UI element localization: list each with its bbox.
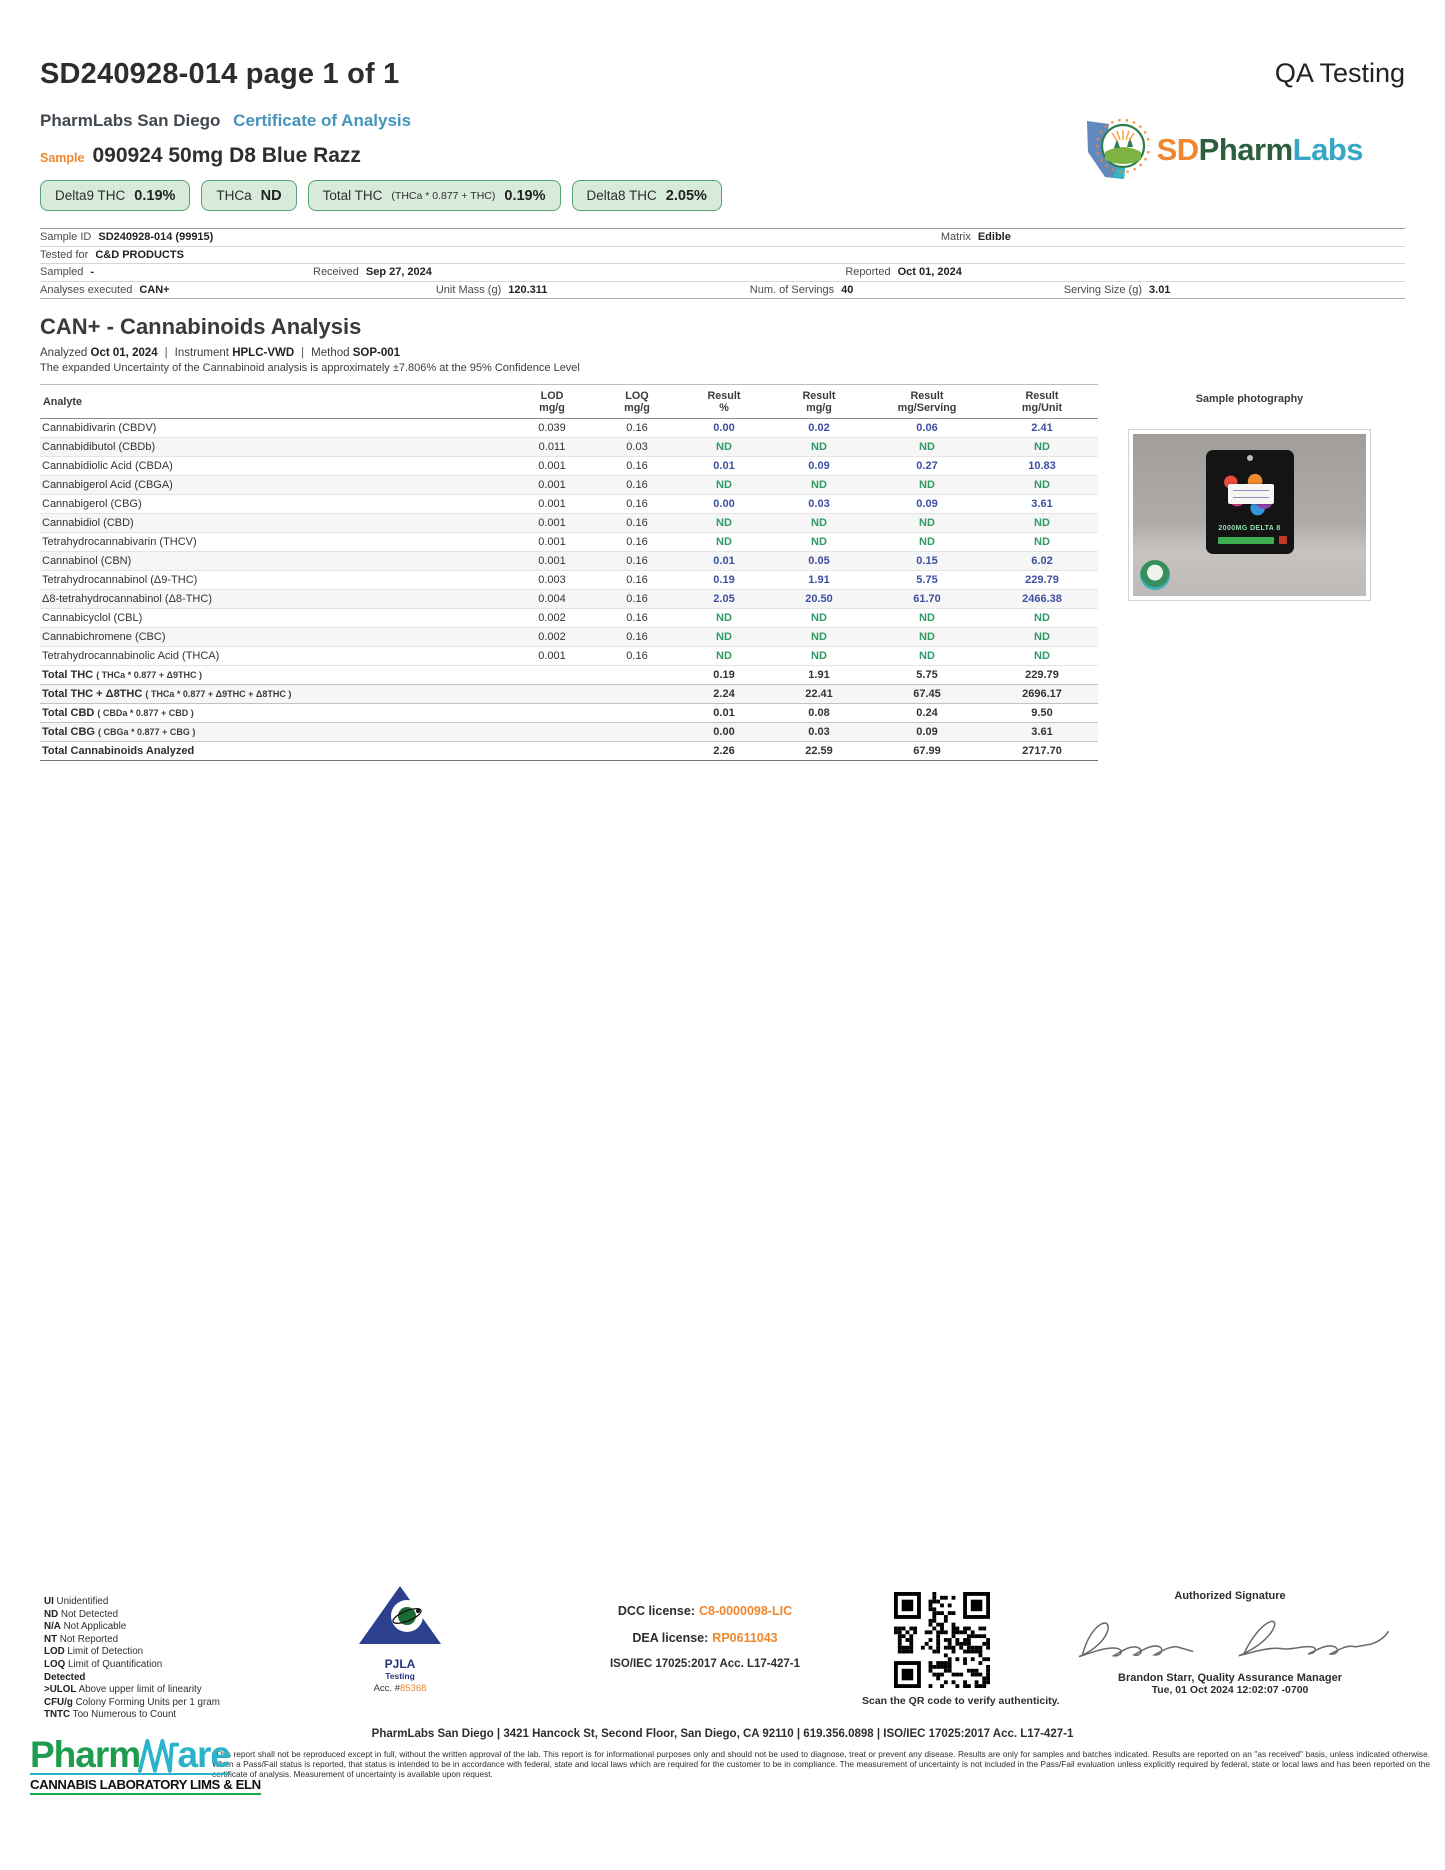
result-percent: ND	[716, 631, 732, 643]
reported-value: Oct 01, 2024	[897, 266, 962, 278]
total-mg-serving: 67.99	[913, 745, 941, 757]
result-mg-g: 0.09	[808, 460, 830, 472]
result-mg-g: 0.03	[808, 498, 830, 510]
analyses-value: CAN+	[139, 283, 170, 296]
analyte-row	[40, 552, 1098, 571]
signature-image	[1070, 1606, 1390, 1670]
result-mg-unit: 3.61	[1031, 498, 1053, 510]
bag-band	[1218, 537, 1274, 544]
result-percent: 0.00	[713, 422, 735, 434]
pharmware-pharm: Pharm	[30, 1734, 141, 1775]
sample-photo-image	[1133, 434, 1366, 596]
lab-name: PharmLabs San Diego	[40, 111, 221, 130]
bag-text: 2000MG DELTA 8	[1218, 525, 1281, 533]
legend	[44, 1596, 220, 1722]
pharmware-tagline: CANNABIS LABORATORY LIMS & ELN	[30, 1777, 261, 1795]
title-bar	[0, 0, 1445, 91]
lod-value: 0.001	[538, 460, 566, 472]
analyte-name: Tetrahydrocannabivarin (THCV)	[42, 536, 197, 548]
brand-sd: SD	[1156, 132, 1199, 167]
total-percent: 2.26	[713, 745, 735, 757]
loq-value: 0.16	[626, 517, 648, 529]
result-mg-g: ND	[811, 536, 827, 548]
legend-item: LOD Limit of Detection	[44, 1646, 144, 1658]
result-mg-serving: 0.27	[916, 460, 938, 472]
pjla-logo-icon	[355, 1584, 445, 1650]
total-row	[40, 742, 1098, 761]
total-label: Total CBG ( CBGa * 0.877 + CBG )	[42, 726, 196, 738]
pjla-accreditation	[340, 1584, 460, 1694]
legend-item: Detected	[44, 1671, 86, 1683]
sampled-label: Sampled	[40, 266, 84, 278]
result-mg-g: 1.91	[808, 574, 830, 586]
photo-column-header: Sample photography	[1195, 393, 1304, 405]
meta-item: Method SOP-001	[311, 347, 401, 359]
analyte-row	[40, 495, 1098, 514]
lod-value: 0.002	[538, 612, 566, 624]
analyte-row	[40, 514, 1098, 533]
unit-mass-label: Unit Mass (g)	[435, 283, 502, 296]
lod-value: 0.001	[538, 479, 566, 491]
servings-label: Num. of Servings	[749, 283, 835, 296]
analyte-rows	[40, 419, 1098, 761]
result-mg-serving: 0.15	[916, 555, 938, 567]
analyses-label: Analyses executed	[40, 283, 133, 296]
sample-photo	[1128, 429, 1371, 601]
badge-total-thc	[308, 180, 561, 211]
total-mg-serving: 0.09	[916, 726, 938, 738]
sample-id-value: SD240928-014 (99915)	[98, 231, 214, 243]
result-percent: 0.19	[713, 574, 735, 586]
result-mg-g: 0.05	[808, 555, 830, 567]
analyte-name: Cannabigerol Acid (CBGA)	[42, 479, 173, 491]
badge-value: 0.19%	[134, 187, 176, 204]
lod-value: 0.001	[538, 650, 566, 662]
loq-value: 0.16	[626, 593, 648, 605]
total-mg-unit: 9.50	[1031, 707, 1053, 719]
loq-value: 0.16	[626, 479, 648, 491]
col-lod: LOD mg/g	[539, 390, 565, 414]
total-mg-serving: 67.45	[913, 688, 941, 700]
pharmware-ware: are	[177, 1734, 230, 1775]
cannabinoid-table-area	[40, 384, 1405, 764]
analyte-row	[40, 571, 1098, 590]
result-mg-g: ND	[811, 441, 827, 453]
loq-value: 0.16	[626, 612, 648, 624]
badge-value: 2.05%	[665, 187, 707, 204]
reported-label: Reported	[845, 266, 891, 278]
result-mg-unit: ND	[1034, 650, 1050, 662]
analyte-name: Δ8-tetrahydrocannabinol (Δ8-THC)	[42, 593, 212, 605]
total-label: Total THC ( THCa * 0.877 + Δ9THC )	[42, 669, 202, 681]
analyte-name: Cannabichromene (CBC)	[42, 631, 166, 643]
result-mg-unit: ND	[1034, 612, 1050, 624]
total-row	[40, 685, 1098, 704]
sample-name: 090924 50mg D8 Blue Razz	[92, 144, 361, 167]
sample-id-label: Sample ID	[40, 231, 92, 243]
badge-thca	[201, 180, 296, 211]
result-mg-g: ND	[811, 517, 827, 529]
legend-item: N/A Not Applicable	[44, 1621, 127, 1633]
analyte-row	[40, 590, 1098, 609]
result-mg-unit: 229.79	[1025, 574, 1059, 586]
license-line: DCC license: C8-0000098-LIC	[617, 1604, 793, 1618]
license-block	[520, 1604, 890, 1670]
result-mg-g: 20.50	[805, 593, 833, 605]
result-percent: 0.01	[713, 555, 735, 567]
serving-size-label: Serving Size (g)	[1063, 283, 1143, 296]
total-label: Total Cannabinoids Analyzed	[42, 745, 195, 757]
qr-block	[862, 1592, 1060, 1707]
table-header-row	[40, 385, 1098, 419]
badge-delta9-thc	[40, 180, 190, 211]
loq-value: 0.16	[626, 422, 648, 434]
col-result-pct: Result %	[707, 390, 741, 414]
badge-value: ND	[260, 187, 282, 204]
pharmware-logo	[30, 1734, 261, 1795]
uncertainty-note: The expanded Uncertainty of the Cannabinoid analysis is approximately ±7.806% at the 95% Confidence Level	[40, 362, 580, 374]
col-result-serving: Result mg/Serving	[897, 390, 957, 414]
product-bag	[1206, 450, 1294, 554]
license-lines	[520, 1604, 890, 1645]
badge-delta8-thc	[572, 180, 722, 211]
signature-block	[1055, 1590, 1405, 1696]
result-mg-serving: ND	[919, 479, 935, 491]
analyte-name: Cannabidibutol (CBDb)	[42, 441, 156, 453]
heartbeat-icon	[138, 1734, 179, 1774]
result-percent: ND	[716, 612, 732, 624]
total-label: Total THC + Δ8THC ( THCa * 0.877 + Δ9THC + Δ8THC )	[42, 688, 292, 700]
signer-name: Brandon Starr, Quality Assurance Manager	[1118, 1672, 1342, 1684]
pharmlabs-emblem-icon	[1079, 118, 1153, 182]
result-mg-unit: ND	[1034, 517, 1050, 529]
total-row	[40, 666, 1098, 685]
result-percent: 0.00	[713, 498, 735, 510]
loq-value: 0.16	[626, 460, 648, 472]
total-mg-g: 1.91	[808, 669, 830, 681]
analyte-name: Cannabidivarin (CBDV)	[42, 422, 157, 434]
analyte-name: Tetrahydrocannabinolic Acid (THCA)	[42, 650, 220, 662]
analyte-row	[40, 628, 1098, 647]
cannabinoid-table	[40, 384, 1098, 761]
info-row-4	[40, 282, 1405, 300]
badge-label: Total THC	[322, 188, 383, 203]
serving-size-value: 3.01	[1149, 283, 1171, 296]
qr-code	[894, 1592, 990, 1688]
total-label: Total CBD ( CBDa * 0.877 + CBD )	[42, 707, 194, 719]
result-mg-g: ND	[811, 479, 827, 491]
total-mg-g: 0.03	[808, 726, 830, 738]
result-mg-g: 0.02	[808, 422, 830, 434]
lod-value: 0.001	[538, 536, 566, 548]
certificate-type: Certificate of Analysis	[233, 111, 412, 130]
badge-label: THCa	[216, 188, 252, 203]
total-mg-unit: 2696.17	[1022, 688, 1062, 700]
loq-value: 0.16	[626, 555, 648, 567]
info-row-1	[40, 229, 1405, 247]
badge-label: Delta8 THC	[586, 188, 657, 203]
analyte-row	[40, 438, 1098, 457]
result-mg-g: ND	[811, 650, 827, 662]
total-percent: 0.00	[713, 726, 735, 738]
result-mg-unit: ND	[1034, 479, 1050, 491]
lod-value: 0.003	[538, 574, 566, 586]
analyte-row	[40, 476, 1098, 495]
result-percent: ND	[716, 536, 732, 548]
loq-value: 0.16	[626, 631, 648, 643]
total-row	[40, 723, 1098, 742]
col-result-unit: Result mg/Unit	[1021, 390, 1063, 414]
unit-mass-value: 120.311	[508, 283, 548, 296]
pjla-name: PJLA	[384, 1657, 416, 1671]
col-result-mgg: Result mg/g	[802, 390, 836, 414]
total-percent: 2.24	[713, 688, 735, 700]
sdpharmlabs-logo	[1079, 118, 1363, 182]
analyte-name: Cannabinol (CBN)	[42, 555, 132, 567]
result-mg-serving: ND	[919, 631, 935, 643]
result-percent: 2.05	[713, 593, 735, 605]
analyte-name: Tetrahydrocannabinol (Δ9-THC)	[42, 574, 198, 586]
analyte-row	[40, 609, 1098, 628]
license-line: DEA license: RP0611043	[632, 1631, 778, 1645]
result-mg-unit: ND	[1034, 536, 1050, 548]
qr-caption: Scan the QR code to verify authenticity.	[862, 1695, 1060, 1707]
total-mg-g: 22.41	[805, 688, 833, 700]
received-value: Sep 27, 2024	[365, 266, 432, 278]
analyte-row	[40, 457, 1098, 476]
result-mg-serving: ND	[919, 536, 935, 548]
report-disclaimer: *This report shall not be reproduced except in full, without the written approval of the lab. This report is for informational purposes only and should not be used to diagnose, treat or prevent any disease. Results are only for samples and batches indicated. Results are reported on an "as received" basis, unless indicated otherwise. When a Pass/Fail status is reported, that status is intended to be in accordance with federal, state and local laws which are required for the customer to be in compliance. The measurement of uncertainty is not included in the Pass/Fail evaluation unless explicitly required by federal, state or local laws and has been reported on the certificate of analysis. Measurement of uncertainty is available upon request.	[212, 1749, 1430, 1779]
col-analyte: Analyte	[43, 396, 83, 408]
pjla-accreditation-number: Acc. #85368	[373, 1683, 427, 1694]
legend-item: CFU/g Colony Forming Units per 1 gram	[44, 1696, 220, 1708]
legend-item: UI Unidentified	[44, 1596, 109, 1607]
analyte-name: Cannabicyclol (CBL)	[42, 612, 143, 624]
loq-value: 0.16	[626, 498, 648, 510]
result-mg-unit: ND	[1034, 631, 1050, 643]
bag-hang-hole	[1247, 455, 1253, 461]
analyte-row	[40, 647, 1098, 666]
result-mg-serving: ND	[919, 650, 935, 662]
col-loq: LOQ mg/g	[624, 390, 650, 414]
analyte-name: Cannabidiol (CBD)	[42, 517, 134, 529]
analyte-name: Cannabidiolic Acid (CBDA)	[42, 460, 173, 472]
brand-labs: Labs	[1292, 132, 1363, 167]
lod-value: 0.001	[538, 498, 566, 510]
qa-testing-label: QA Testing	[1274, 58, 1405, 88]
matrix-value: Edible	[977, 231, 1011, 243]
result-mg-unit: 2.41	[1031, 422, 1053, 434]
analyte-row	[40, 419, 1098, 438]
legend-item: NT Not Reported	[44, 1633, 119, 1645]
tested-for-label: Tested for	[40, 248, 89, 261]
result-mg-serving: ND	[919, 441, 935, 453]
legend-item: LOQ Limit of Quantification	[44, 1658, 163, 1670]
result-mg-serving: 0.06	[916, 422, 938, 434]
section-title: CAN+ - Cannabinoids Analysis	[40, 314, 362, 339]
badge-note: (THCa * 0.877 + THC)	[391, 189, 496, 202]
legend-item: TNTC Too Numerous to Count	[44, 1709, 177, 1721]
loq-value: 0.03	[626, 441, 648, 453]
lod-value: 0.011	[538, 441, 566, 453]
result-percent: 0.01	[713, 460, 735, 472]
result-percent: ND	[716, 479, 732, 491]
analysis-meta: Analyzed Oct 01, 2024 | Instrument HPLC-VWD | Method SOP-001	[40, 347, 401, 359]
result-mg-g: ND	[811, 631, 827, 643]
result-mg-unit: 6.02	[1031, 555, 1053, 567]
loq-value: 0.16	[626, 574, 648, 586]
analyte-row	[40, 533, 1098, 552]
result-mg-unit: 2466.38	[1022, 593, 1062, 605]
legend-item: ND Not Detected	[44, 1608, 119, 1620]
iso-accreditation: ISO/IEC 17025:2017 Acc. L17-427-1	[609, 1658, 801, 1670]
sample-info-table	[40, 228, 1405, 299]
info-row-3	[40, 264, 1405, 282]
lod-value: 0.001	[538, 555, 566, 567]
meta-item: Analyzed Oct 01, 2024	[40, 347, 158, 359]
servings-value: 40	[841, 283, 854, 296]
total-row	[40, 704, 1098, 723]
matrix-label: Matrix	[940, 231, 971, 243]
total-mg-serving: 5.75	[916, 669, 938, 681]
total-percent: 0.19	[713, 669, 735, 681]
lod-value: 0.004	[538, 593, 566, 605]
lod-value: 0.001	[538, 517, 566, 529]
badge-label: Delta9 THC	[55, 188, 126, 203]
result-mg-serving: 61.70	[913, 593, 941, 605]
result-mg-serving: 5.75	[916, 574, 938, 586]
total-mg-unit: 3.61	[1031, 726, 1053, 738]
sample-label: Sample	[40, 151, 85, 165]
analyte-name: Cannabigerol (CBG)	[42, 498, 142, 510]
total-mg-serving: 0.24	[916, 707, 938, 719]
bag-handwritten-label	[1228, 484, 1274, 504]
lod-value: 0.039	[538, 422, 566, 434]
result-percent: ND	[716, 517, 732, 529]
legend-item: >ULOL Above upper limit of linearity	[44, 1684, 202, 1696]
tested-for-value: C&D PRODUCTS	[95, 248, 184, 261]
sampled-value: -	[90, 266, 95, 278]
loq-value: 0.16	[626, 536, 648, 548]
brand-pharm: Pharm	[1198, 132, 1293, 167]
total-mg-g: 0.08	[808, 707, 830, 719]
result-mg-serving: 0.09	[916, 498, 938, 510]
result-mg-serving: ND	[919, 517, 935, 529]
lab-address: PharmLabs San Diego | 3421 Hancock St, Second Floor, San Diego, CA 92110 | 619.356.0898 | ISO/IEC 17025:2017 Acc. L17-427-1	[371, 1728, 1074, 1740]
total-mg-unit: 229.79	[1025, 669, 1059, 681]
bag-red-tag	[1279, 536, 1287, 544]
brand-wordmark	[1157, 132, 1363, 168]
result-percent: ND	[716, 441, 732, 453]
meta-item: Instrument HPLC-VWD	[174, 347, 295, 359]
pharmware-wordmark	[30, 1734, 230, 1775]
result-mg-serving: ND	[919, 612, 935, 624]
info-row-2	[40, 247, 1405, 265]
total-percent: 0.01	[713, 707, 735, 719]
result-mg-unit: 10.83	[1028, 460, 1056, 472]
badge-value: 0.19%	[504, 187, 546, 204]
received-label: Received	[313, 266, 359, 278]
pjla-sub: Testing	[385, 1671, 415, 1681]
total-mg-unit: 2717.70	[1022, 745, 1062, 757]
loq-value: 0.16	[626, 650, 648, 662]
result-percent: ND	[716, 650, 732, 662]
total-mg-g: 22.59	[805, 745, 833, 757]
lod-value: 0.002	[538, 631, 566, 643]
photo-watermark-icon	[1140, 560, 1170, 590]
signature-date: Tue, 01 Oct 2024 12:02:07 -0700	[1151, 1684, 1309, 1696]
result-mg-g: ND	[811, 612, 827, 624]
document-title: SD240928-014 page 1 of 1	[40, 58, 400, 90]
signature-title: Authorized Signature	[1174, 1590, 1286, 1602]
result-mg-unit: ND	[1034, 441, 1050, 453]
